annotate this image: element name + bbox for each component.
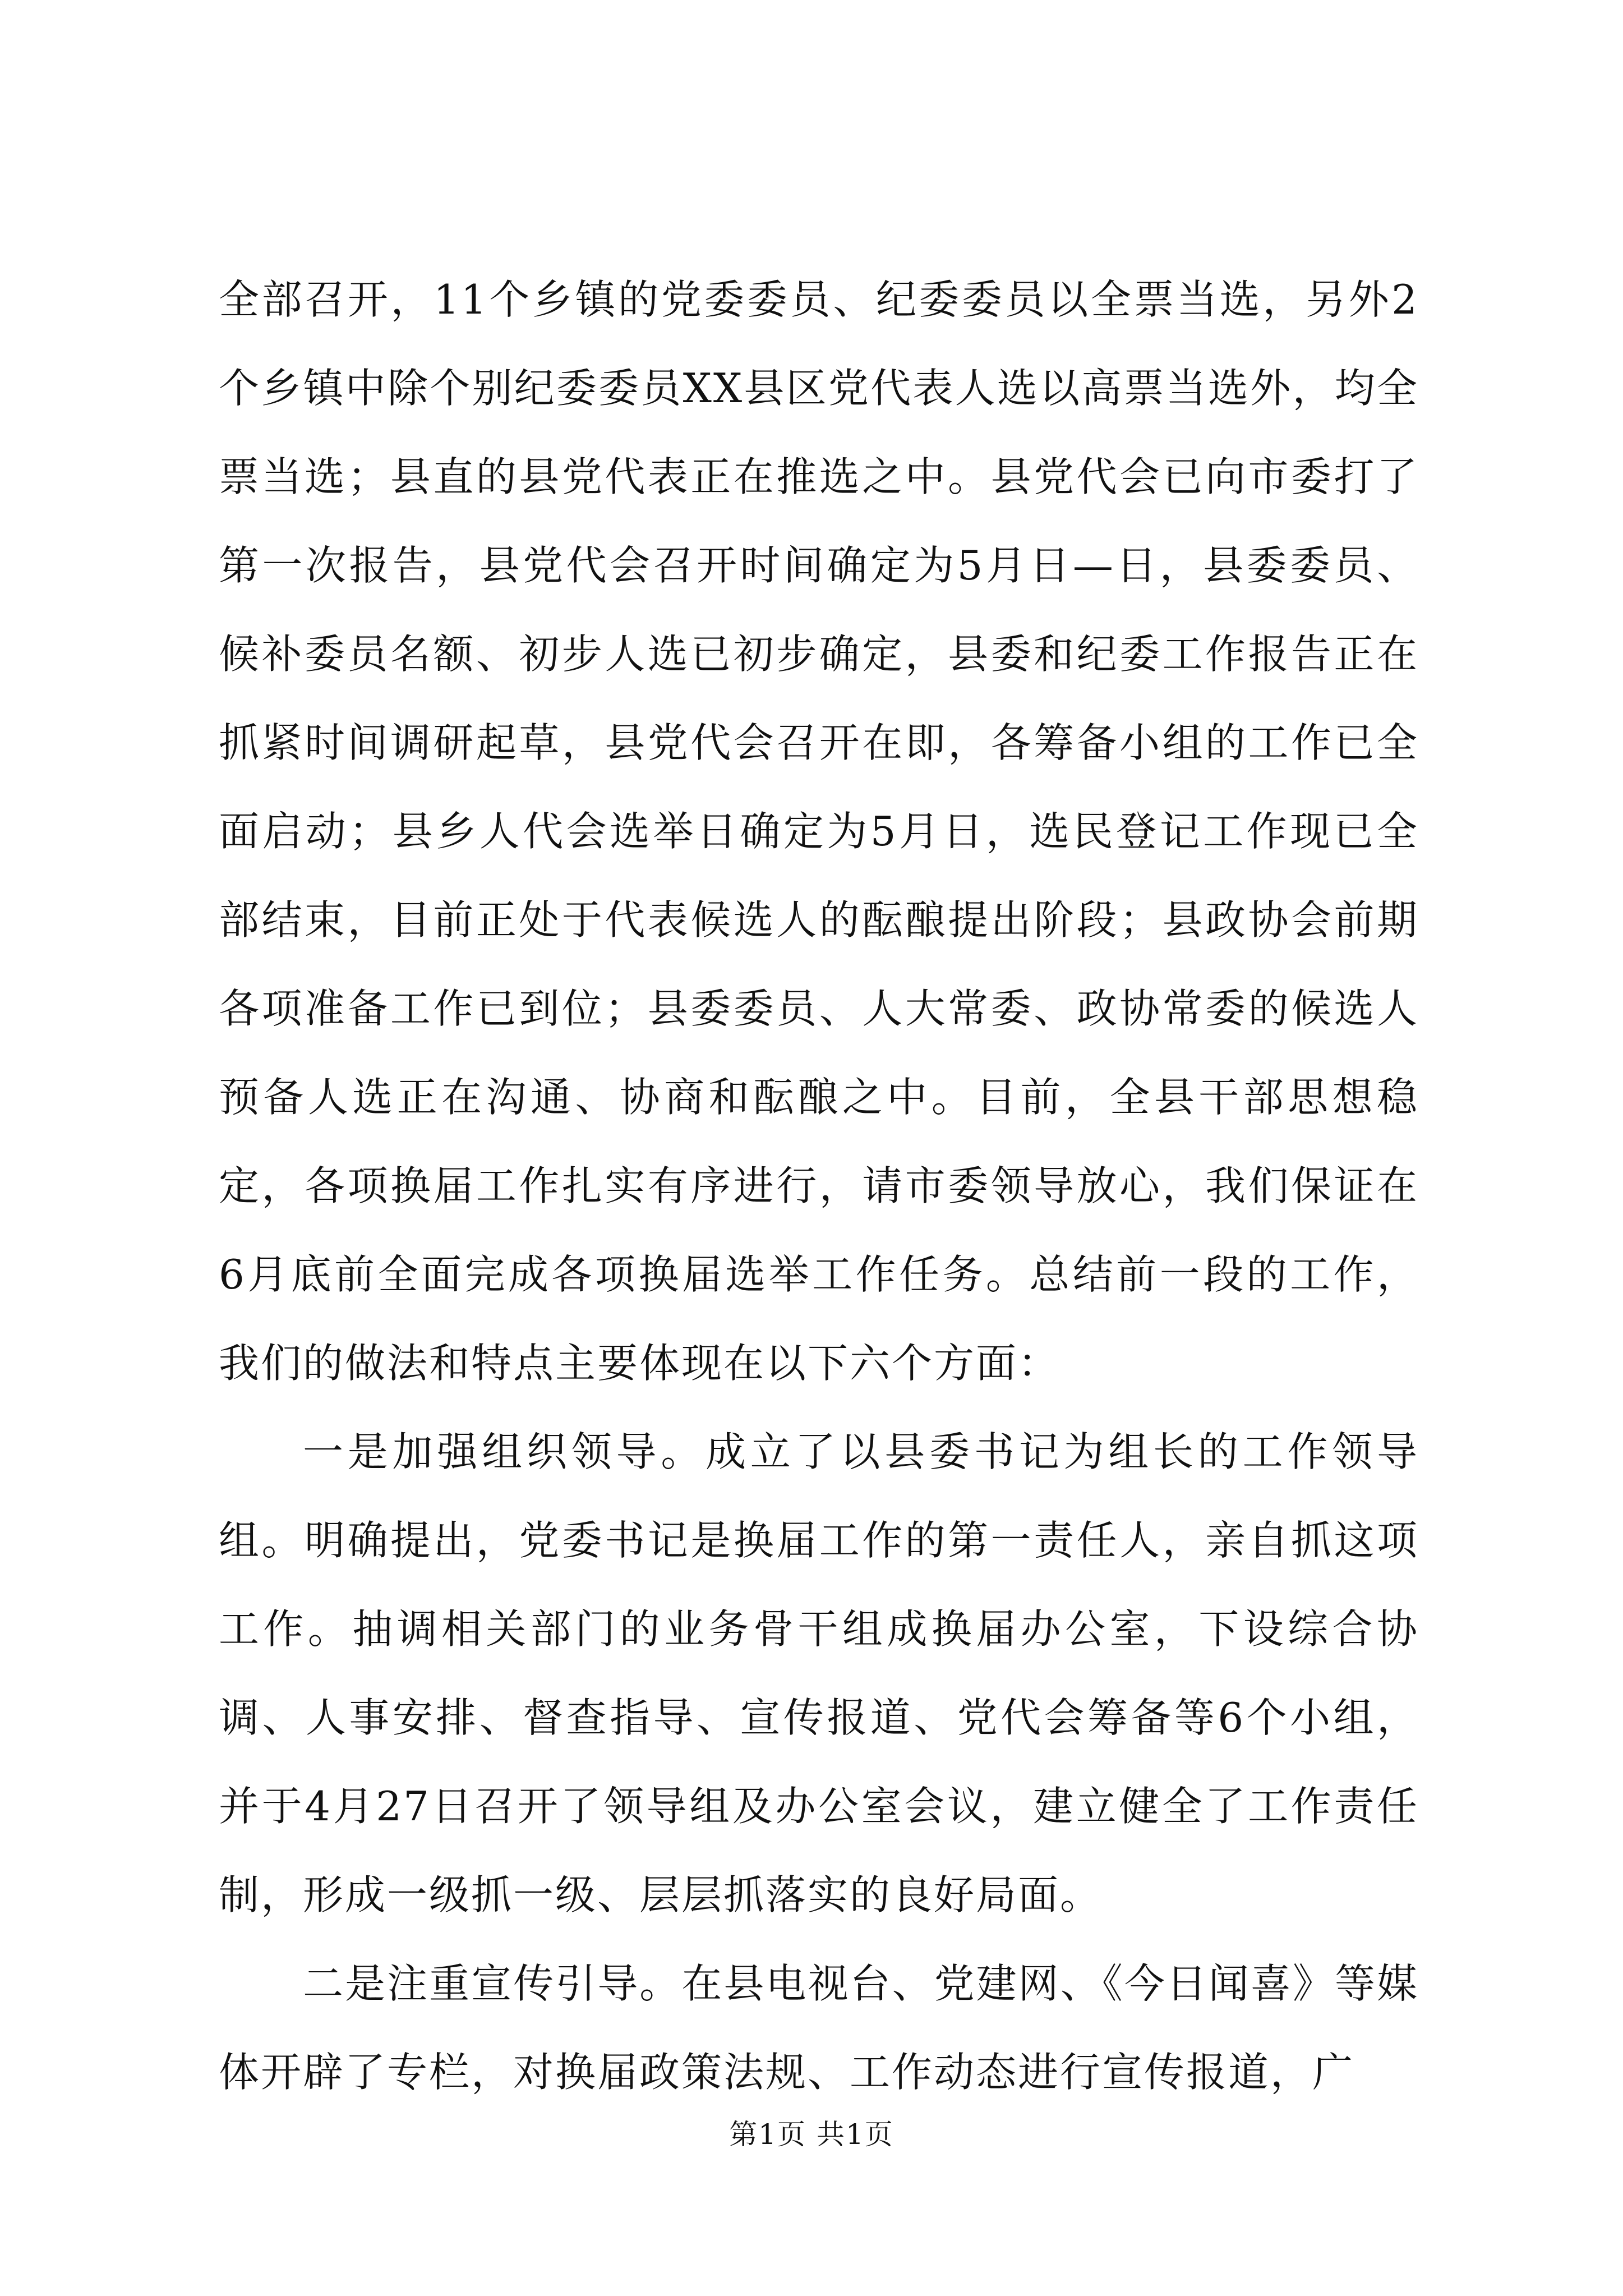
document-body bbox=[219, 255, 1419, 2116]
paragraph-organization-leadership: 一是加强组织领导。成立了以县委书记为组长的工作领导组。明确提出，党委书记是换届工作的第一责任人，亲自抓这项工作。抽调相关部门的业务骨干组成换届办公室，下设综合协调、人事安排、督查指导、宣传报道、党代会筹备等6个小组，并于4月27日召开了领导组及办公室会议，建立健全了工作责任制，形成一级抓一级、层层抓落实的良好局面。 bbox=[219, 1428, 1419, 1918]
page-footer: 第1页 共1页 bbox=[729, 2118, 894, 2151]
paragraph-publicity-guidance: 二是注重宣传引导。在县电视台、党建网、《今日闻喜》等媒体开辟了专栏，对换届政策法规、工作动态进行宣传报道，广 bbox=[219, 1960, 1419, 2096]
paragraph-continuation: 全部召开，11个乡镇的党委委员、纪委委员以全票当选，另外2个乡镇中除个别纪委委员XX县区党代表人选以高票当选外，均全票当选；县直的县党代表正在推选之中。县党代会已向市委打了第一次报告，县党代会召开时间确定为5月日—日，县委委员、候补委员名额、初步人选已初步确定，县委和纪委工作报告正在抓紧时间调研起草，县党代会召开在即，各筹备小组的工作已全面启动；县乡人代会选举日确定为5月日，选民登记工作现已全部结束，目前正处于代表候选人的酝酿提出阶段；县政协会前期各项准备工作已到位；县委委员、人大常委、政协常委的候选人预备人选正在沟通、协商和酝酿之中。目前，全县干部思想稳定，各项换届工作扎实有序进行，请市委领导放心，我们保证在6月底前全面完成各项换届选举工作任务。总结前一段的工作，我们的做法和特点主要体现在以下六个方面： bbox=[219, 276, 1419, 1387]
